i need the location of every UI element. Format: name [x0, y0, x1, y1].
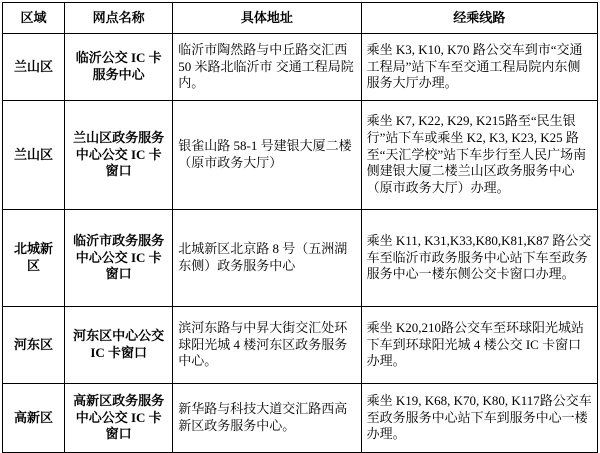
column-header-bus-route: 经乘线路 — [361, 3, 597, 34]
table-row — [3, 307, 598, 384]
cell-district: 兰山区 — [3, 34, 65, 101]
cell-bus-route: 乘坐 K7, K22, K29, K215路至“民生银行”站下车或乘坐 K2, K3, K23, K25 路至“天汇学校”站下车步行至人民广场南侧建银大厦二楼兰山区政务服务中心（原市政务大厅）办理。 — [361, 101, 597, 210]
column-header-address: 具体地址 — [173, 3, 361, 34]
cell-bus-route: 乘坐 K3, K10, K70 路公交车到市“交通工程局”站下车至交通工程局院内东侧服务大厅办理。 — [361, 34, 597, 101]
column-header-district: 区域 — [3, 3, 65, 34]
cell-bus-route: 乘坐 K19, K68, K70, K80, K117路公交车至政务服务中心站下车到服务中心一楼办理。 — [361, 384, 597, 453]
cell-office-name: 高新区政务服务中心公交 IC 卡窗口 — [65, 384, 173, 453]
table-row — [3, 210, 598, 307]
cell-office-name: 临沂公交 IC 卡服务中心 — [65, 34, 173, 101]
cell-address: 滨河东路与中昇大街交汇处环球阳光城 4 楼河东区政务服务中心。 — [173, 307, 361, 384]
cell-bus-route: 乘坐 K11, K31,K33,K80,K81,K87 路公交车至临沂市政务服务中心站下车至政务服务中心一楼东侧公交卡窗口办理。 — [361, 210, 597, 307]
cell-district: 北城新区 — [3, 210, 65, 307]
cell-district: 河东区 — [3, 307, 65, 384]
cell-office-name: 临沂市政务服务中心公交 IC 卡窗口 — [65, 210, 173, 307]
table-header — [3, 3, 598, 34]
cell-address: 北城新区北京路 8 号（五洲湖东侧）政务服务中心 — [173, 210, 361, 307]
cell-district: 高新区 — [3, 384, 65, 453]
cell-office-name: 兰山区政务服务中心公交 IC 卡窗口 — [65, 101, 173, 210]
column-header-office-name: 网点名称 — [65, 3, 173, 34]
table-document — [0, 2, 600, 442]
cell-office-name: 河东区中心公交 IC 卡窗口 — [65, 307, 173, 384]
cell-address: 新华路与科技大道交汇路西高新区政务服务中心。 — [173, 384, 361, 453]
service-points-table — [2, 2, 598, 453]
table-body — [3, 34, 598, 453]
cell-address: 银雀山路 58-1 号建银大厦二楼（原市政务大厅） — [173, 101, 361, 210]
cell-bus-route: 乘坐 K20,210路公交车至环球阳光城站下车到环球阳光城 4 楼公交 IC 卡窗口办理。 — [361, 307, 597, 384]
table-row — [3, 34, 598, 101]
table-row — [3, 384, 598, 453]
cell-district: 兰山区 — [3, 101, 65, 210]
table-header-row — [3, 3, 598, 34]
table-row — [3, 101, 598, 210]
cell-address: 临沂市陶然路与中丘路交汇西 50 米路北临沂市 交通工程局院内。 — [173, 34, 361, 101]
